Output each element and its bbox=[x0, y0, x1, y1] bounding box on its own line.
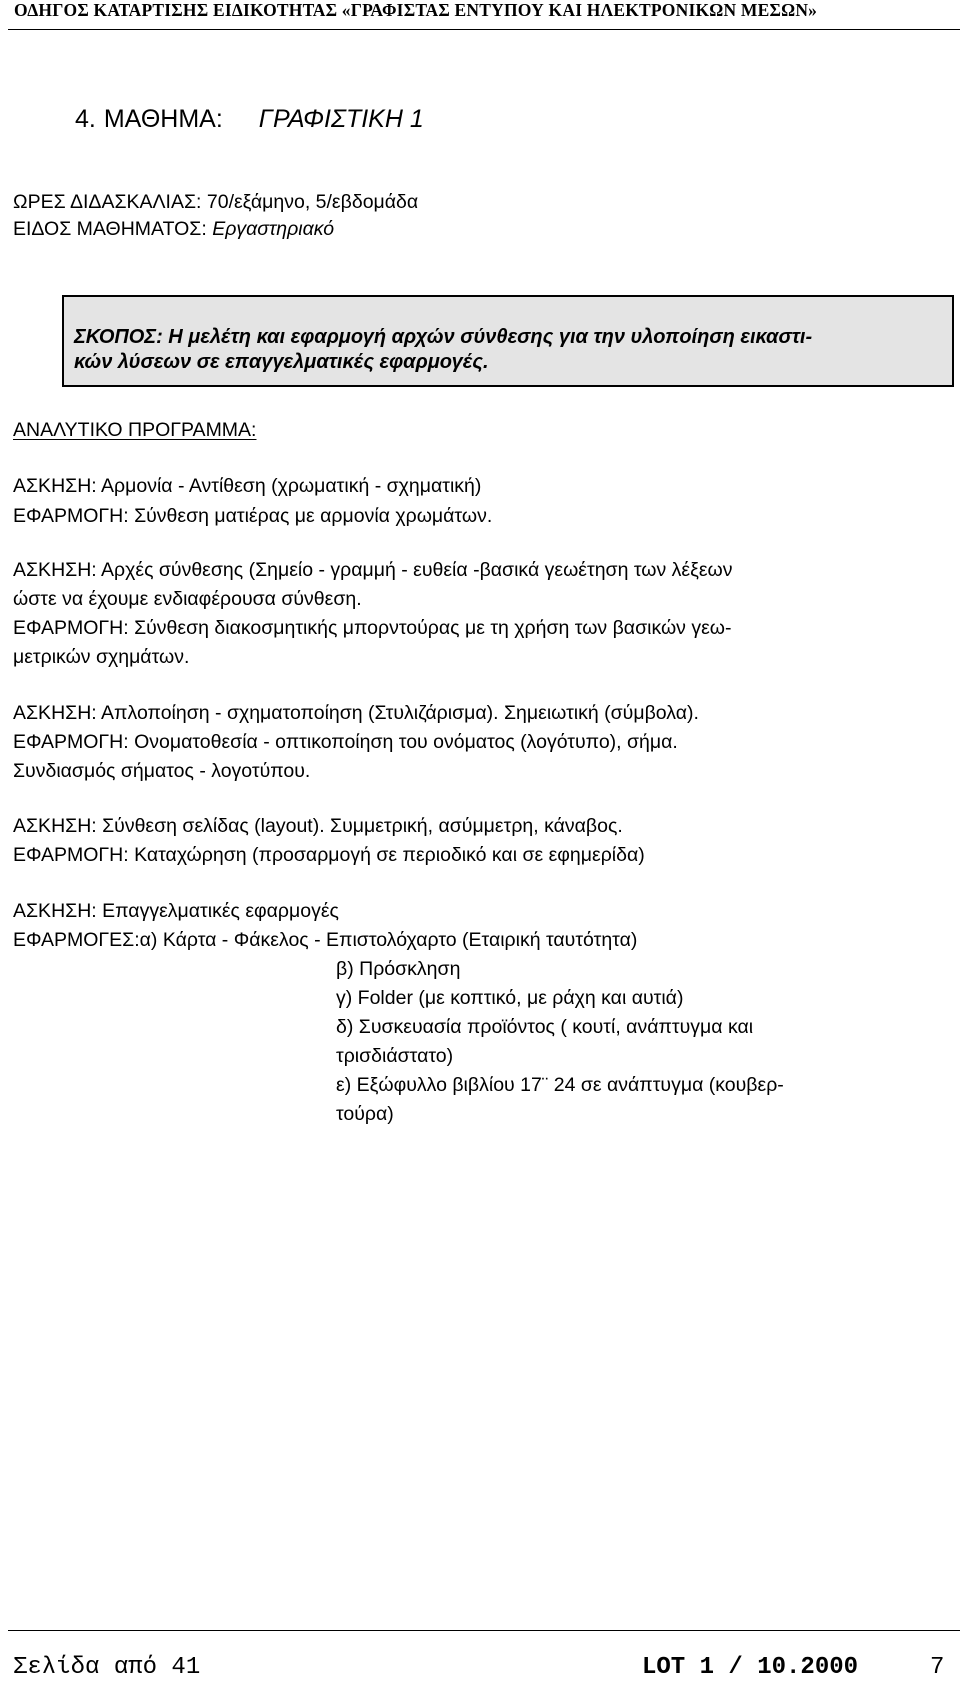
lesson-name: ΓΡΑΦΙΣΤΙΚΗ 1 bbox=[258, 105, 424, 133]
application-sub-item: δ) Συσκευασία προϊόντος ( κουτί, ανάπτυγμα και bbox=[336, 1016, 754, 1038]
program-line: ΕΦΑΡΜΟΓΕΣ:α) Κάρτα - Φάκελος - Επιστολόχαρτο (Εταιρική ταυτότητα) bbox=[13, 929, 638, 951]
application-sub-item: τρισδιάστατο) bbox=[336, 1045, 454, 1067]
teaching-hours-value: 70/εξάμηνο, 5/εβδομάδα bbox=[206, 191, 419, 213]
course-type-value: Εργαστηριακό bbox=[212, 218, 335, 240]
program-line: ώστε να έχουμε ενδιαφέρουσα σύνθεση. bbox=[13, 588, 362, 610]
teaching-hours-label: ΩΡΕΣ ΔΙΔΑΣΚΑΛΙΑΣ: bbox=[13, 191, 202, 213]
program-line: ΕΦΑΡΜΟΓΗ: Σύνθεση διακοσμητικής μπορντούρας με τη χρήση των βασικών γεω- bbox=[13, 617, 732, 639]
program-line: μετρικών σχημάτων. bbox=[13, 646, 190, 668]
program-line: ΑΣΚΗΣΗ: Αρμονία - Αντίθεση (χρωματική - σχηματική) bbox=[13, 475, 482, 497]
application-sub-item: ε) Εξώφυλλο βιβλίου 17¨ 24 σε ανάπτυγμα (κουβερ- bbox=[336, 1074, 784, 1096]
course-type bbox=[13, 218, 334, 241]
program-line: ΕΦΑΡΜΟΓΗ: Σύνθεση ματιέρας με αρμονία χρωμάτων. bbox=[13, 505, 493, 527]
program-line: ΑΣΚΗΣΗ: Σύνθεση σελίδας (layout). Συμμετρική, ασύμμετρη, κάναβος. bbox=[13, 815, 623, 837]
document-header-title: ΟΔΗΓΟΣ ΚΑΤΑΡΤΙΣΗΣ ΕΙΔΙΚΟΤΗΤΑΣ «ΓΡΑΦΙΣΤΑΣ ΕΝΤΥΠΟΥ ΚΑΙ ΗΛΕΚΤΡΟΝΙΚΩΝ ΜΕΣΩΝ» bbox=[14, 0, 818, 20]
application-sub-item: β) Πρόσκληση bbox=[336, 958, 461, 980]
course-type-label: ΕΙΔΟΣ ΜΑΘΗΜΑΤΟΣ: bbox=[13, 218, 207, 240]
scope-line-2: κών λύσεων σε επαγγελματικές εφαρμογές. bbox=[74, 351, 489, 373]
lesson-number: 4. bbox=[75, 105, 96, 133]
header-divider bbox=[8, 29, 960, 30]
application-sub-item: τούρα) bbox=[336, 1103, 394, 1125]
footer-divider bbox=[8, 1630, 960, 1631]
program-line: ΑΣΚΗΣΗ: Απλοποίηση - σχηματοποίηση (Στυλιζάρισμα). Σημειωτική (σύμβολα). bbox=[13, 702, 699, 724]
lesson-label: ΜΑΘΗΜΑ: bbox=[103, 105, 223, 133]
scope-line-1: ΣΚΟΠΟΣ: Η μελέτη και εφαρμογή αρχών σύνθεσης για την υλοποίηση εικαστι- bbox=[74, 326, 813, 348]
application-sub-item: γ) Folder (με κοπτικό, με ράχη και αυτιά) bbox=[336, 987, 684, 1009]
teaching-hours bbox=[13, 191, 418, 214]
program-line: ΑΣΚΗΣΗ: Επαγγελματικές εφαρμογές bbox=[13, 900, 339, 922]
footer-lot: LOT 1 / 10.2000 bbox=[642, 1654, 859, 1681]
footer-page-text: Σελίδα από 41 bbox=[13, 1654, 201, 1681]
footer-page-number: 7 bbox=[930, 1654, 945, 1681]
program-line: ΑΣΚΗΣΗ: Αρχές σύνθεσης (Σημείο - γραμμή - ευθεία -βασικά γεωέτηση των λέξεων bbox=[13, 559, 733, 581]
lesson-title bbox=[75, 105, 424, 134]
program-heading: ΑΝΑΛΥΤΙΚΟ ΠΡΟΓΡΑΜΜΑ: bbox=[13, 419, 257, 441]
program-line: ΕΦΑΡΜΟΓΗ: Καταχώρηση (προσαρμογή σε περιοδικό και σε εφημερίδα) bbox=[13, 844, 645, 866]
program-line: Συνδιασμός σήματος - λογοτύπου. bbox=[13, 760, 311, 782]
program-line: ΕΦΑΡΜΟΓΗ: Ονοματοθεσία - οπτικοποίηση του ονόματος (λογότυπο), σήμα. bbox=[13, 731, 678, 753]
